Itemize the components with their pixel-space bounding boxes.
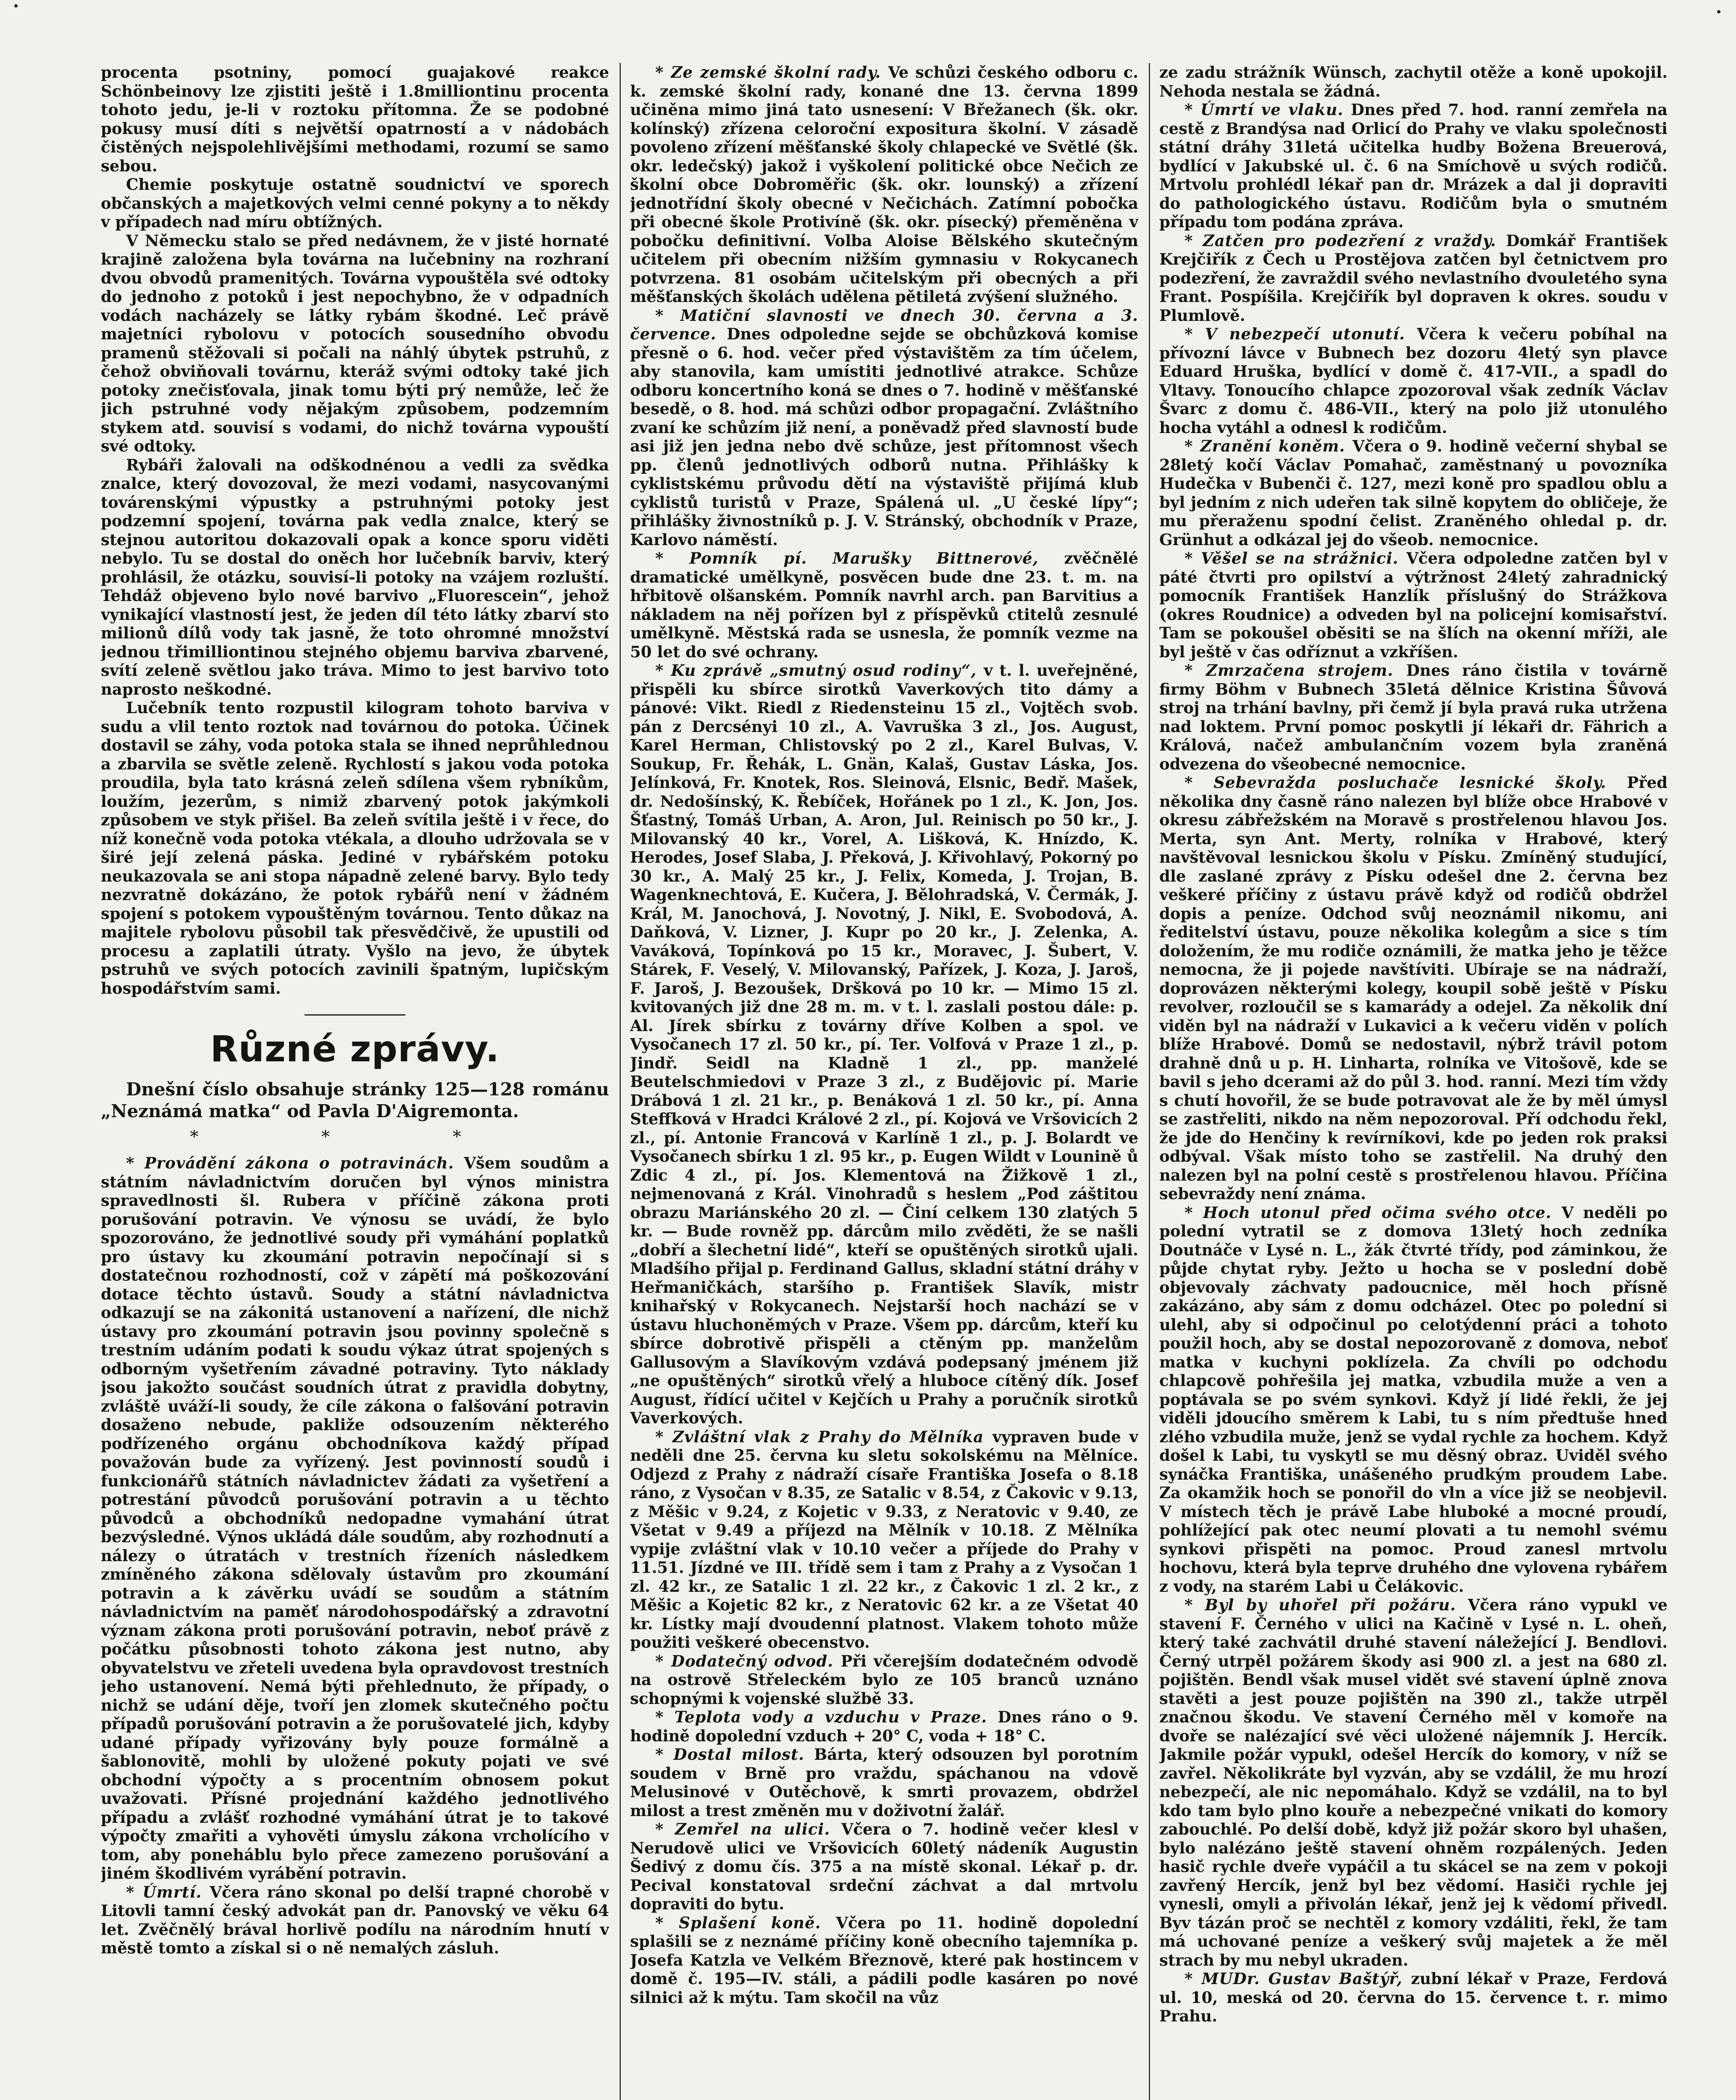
news-headline: * Úmrtí.	[126, 1882, 210, 1901]
news-headline: * V nebezpečí utonutí.	[1184, 325, 1417, 343]
news-item	[1159, 1203, 1668, 1596]
news-headline: * Splašení koně.	[655, 1913, 836, 1932]
news-item	[630, 1914, 1138, 2007]
news-headline: * Byl by uhořel při požáru.	[1184, 1596, 1468, 1614]
news-item	[101, 1154, 609, 1883]
news-body: Včera ráno vypukl ve stavení F. Černého v ulici na Kačině v Lysé n. L. oheň, který také zachvátil druhé stavení náležející J. Bendlovi. Černý utrpěl požárem škody asi 900 zl. a jest na 680 zl. pojištěn. Bendl však musel vidět své stavení úplně znova stavěti a jest pouze pojištěn na 390 zl., takže utrpěl značnou škodu. Ve stavení Černého měl v komoře na dvoře se nalézající své věci uložené nájemník J. Hercík. Jakmile požár vypukl, odešel Hercík do komory, v níž se zavřel. Několikráte byl vyzván, aby se vzdálil, že mu hrozí nebezpečí, ale nic nepomáhalo. Když se vzdálil, na to byl kdo tam bylo plno kouře a nebezpečné vnikati do komory zabouchlé. Po delší době, když již požár skoro byl uhašen, bylo nalézáno ještě stavení ohněm rozpálených. Jeden hasič rychle dveře vypáčil a tu skácel se na zem v pokoji zavřený Hercík, jenž byl bez vědomí. Hasiči rychle jej vynesli, omyli a přivolán lékař, jenž jej k vědomí přivedl. Byv tázán proč se nechtěl z komory vzdáliti, řekl, že tam má uchované peníze a veškerý svůj majetek a že měl strach by mu nebyl ukraden.	[1159, 1596, 1668, 1969]
news-item	[630, 63, 1138, 306]
news-headline: * Sebevražda posluchače lesnické školy.	[1184, 773, 1627, 792]
news-body: Domkář František Krejčiřík z Čech u Prostějova zatčen byl četnictvem pro podezření, že zavraždil svého nevlastního dvouletého syna Frant. Pospíšila. Krejčiřík byl dopraven k okres. soudu v Plumlově.	[1159, 231, 1668, 325]
news-headline: * Zatčen pro podezření z vraždy.	[1184, 231, 1506, 250]
article-paragraph: Chemie poskytuje ostatně soudnictví ve sporech občanských a majetkových velmi cenné pokyny a to někdy v případech nad míru obtížných.	[101, 175, 609, 231]
news-item	[1159, 437, 1668, 549]
news-headline: * Dodatečný odvod.	[655, 1651, 841, 1670]
news-headline: * Zemřel na ulici.	[655, 1820, 841, 1838]
news-item	[630, 1708, 1138, 1745]
column-2	[630, 63, 1138, 2100]
news-item	[1159, 549, 1668, 661]
news-body: Včera o 7. hodině večer klesl v Nerudově ulici ve Vršovicích 60letý nádeník Augustin Šedivý z domu čís. 375 a na místě skonal. Lékař p. dr. Pecival konstatoval srdeční záchvat a dal mrtvolu dopraviti do bytu.	[630, 1820, 1138, 1913]
news-body: Před několika dny časně ráno nalezen byl blíže obce Hrabové v okresu zábřežském na Moravě s prostřelenou hlavou Jos. Merta, syn Ant. Merty, rolníka v Hrabové, který navštěvoval lesnickou školu v Písku. Zmíněný studující, dle zaslané zprávy z Písku odešel dne 2. června bez veškeré příčiny z ústavu právě když od rodičů obdržel dopis a peníze. Odchod svůj neoznámil nikomu, ani ředitelství ústavu, pouze několika kolegům a sice s tím doložením, že mu rodiče oznámili, že matka jeho je těžce nemocna, že ji pojede navštíviti. Ubíraje se na nádraží, doprovázen některými kolegy, koupil sobě ještě v Písku revolver, rozloučil se s kamarády a odejel. Za několik dní viděn byl na nádraží v Lukavici a k večeru viděn v polích blíže Hrabové. Domů se nedostavil, nýbrž trávil potom drahně dnů u p. H. Linharta, rolníka ve Vitošově, kde se bavil s jeho dcerami až do půl 3. hod. ranní. Mezi tím vždy s chutí hovořil, že se bude potravovat ale že by měl úmysl se zastřeliti, nikdo na něm nepozoroval. Pří odchodu řekl, že jde do Henčiny k revírníkovi, kde po jeden rok praksi odbýval. Však místo toho se zastřelil. Na druhý den nalezen byl na polní cestě s prostřelenou hlavou. Příčina sebevraždy není známa.	[1159, 773, 1668, 1203]
news-body: Včera ráno skonal po delší trapné chorobě v Litovli tamní český advokát pan dr. Panovský ve věku 64 let. Zvěčnělý brával horlivě podílu na národním hnutí v městě tomto a získal si o ně nemalých zásluh.	[101, 1882, 609, 1957]
column-rule	[1149, 63, 1150, 2100]
section-divider	[305, 1014, 405, 1016]
lead-notice: Dnešní číslo obsahuje stránky 125—128 románu „Neznámá matka“ od Pavla D'Aigremonta.	[101, 1079, 609, 1121]
column-1	[101, 63, 609, 2100]
scan-speck	[1717, 10, 1720, 13]
news-item	[1159, 325, 1668, 437]
news-body: Dnes před 7. hod. ranní zemřela na cestě z Brandýsa nad Orlicí do Prahy ve vlaku společnosti státní dráhy 31letá učitelka hudby Božena Breuerová, bydlící v Jakubské ul. č. 6 na Smíchově u svých rodičů. Mrtvolu prohlédl lékař pan dr. Mrázek a dal ji dopraviti do pathologického ústavu. Rodičům byla o smutném případu tom podána zpráva.	[1159, 100, 1668, 231]
news-item	[1159, 100, 1668, 231]
news-body: Včera po 11. hodině dopolední splašili se z neznámé příčiny koně obecního tajemníka p. Josefa Katzla ve Velkém Březnově, které pak hostincem v domě č. 195—IV. stáli, a pádili podle kasáren po nové silnici až k mýtu. Tam skočil na vůz	[630, 1913, 1138, 2007]
column-rule	[620, 63, 621, 2100]
section-title: Různé zprávy.	[210, 1028, 500, 1070]
news-body: Dnes ráno čistila v továrně firmy Böhm v Bubnech 35letá dělnice Kristina Šůvová stroj na trhání bavlny, při čemž jí byla pravá ruka utržena nad loktem. První pomoc poskytli jí lékaři dr. Fährich a Králová, načež ambulančním vozem byla zraněná odvezena do všeobecné nemocnice.	[1159, 661, 1668, 773]
news-body: V neděli po polední vytratil se z domova 13letý hoch zedníka Doutnáče v Lysé n. L., žák čtvrté třídy, pod záminkou, že půjde chytat ryby. Ježto u hocha se v poslední době objevovaly záchvaty padoucnice, měl hoch přísně zakázáno, aby sám z domu odcházel. Otec po polední si ulehl, aby si odpočinul po celotýdenní práci a tohoto použil hoch, aby se dostal nepozorovaně z domova, neboť matka v kuchyni poklízela. Za chvíli po odchodu chlapcově pohřešila jej matka, vzbudila muže a ven a poptávala se po svém synkovi. Když jí lidé řekli, že jej viděli jdoucího směrem k Labi, tu s ním předtuše hned zlého vzbudila muže, jenž se vydal rychle za hochem. Když došel k Labi, tu vyskytl se mu děsný obraz. Uviděl svého synáčka Františka, unášeného prudkým proudem Labe. Za okamžik hoch se ponořil do vln a více již se neobjevil. V místech těch je právě Labe hluboké a mocné proudí, pohlížející pak otec neumí plovati a tu nemohl svému synkovi přispěti na pomoc. Proud zanesl mrtvolu hochovu, která byla teprve druhého dne vylovena rybářem z vody, na starém Labi u Čelákovic.	[1159, 1203, 1668, 1596]
news-body: v t. l. uveřejněné, přispěli ku sbírce sirotků Vaverkových tito dámy a pánové: Vikt. Riedl z Riedensteinu 15 zl., Vojtěch svob. pán z Dercsényi 10 zl., A. Vavruška 3 zl., Jos. August, Karel Herman, Chlistovský po 2 zl., Karel Bulvas, V. Soukup, Fr. Řehák, L. Gnän, Kalaš, Gustav Láska, Jos. Jelínková, Fr. Knotek, Ros. Sleinová, Elsnic, Bedř. Mašek, dr. Nedošínský, K. Řebíček, Hořánek po 1 zl., K. Jon, Jos. Šťastný, Tomáš Urban, A. Aron, Jul. Reinisch po 50 kr., J. Milovanský 40 kr., Vorel, A. Lišková, K. Hnízdo, K. Herodes, Josef Slaba, J. Překová, J. Křivohlavý, Pokorný po 30 kr., A. Malý 25 kr., J. Felix, Komeda, J. Trojan, B. Wagenknechtová, E. Kučera, J. Bělohradská, V. Čermák, J. Král, M. Janochová, J. Novotný, J. Nikl, E. Svobodová, A. Daňková, V. Lizner, J. Kupr po 20 kr., J. Zelenka, A. Vaváková, Topínková po 15 kr., Moravec, J. Šubert, V. Stárek, F. Veselý, V. Milovanský, Pařízek, J. Koza, J. Jaroš, F. Jaroš, J. Bezoušek, Dršková po 10 kr. — Mimo 15 zl. kvitovaných již dne 28 m. m. v t. l. zaslali postou dále: p. Al. Jírek sbírku z továrny dříve Kolben a spol. ve Vysočanech 17 zl. 50 kr., pí. Ter. Volfová v Praze 1 zl., p. Jindř. Seidl na Kladně 1 zl., pp. manželé Beutelschmiedovi v Praze 3 zl., z Budějovic pí. Marie Drábová 1 zl. 21 kr., p. Benáková 1 zl. 50 kr., pí. Anna Steffková v Hradci Králové 2 zl., pí. Kojová ve Vršovicích 2 zl., pí. Antonie Francová v Karlíně 1 zl., p. J. Bolardt ve Vysočanech sbírku 1 zl. 95 kr., p. Eugen Wildt v Lounině ů Zdic 4 zl., pí. Jos. Klementová na Žižkově 1 zl., nejmenovaná z Král. Vinohradů s heslem „Pod záštitou obrazu Mariánského 20 zl. — Činí celkem 130 zlatých 5 kr. — Bude rovněž pp. dárcům milo zvěděti, že se našli „dobří a šlechetní lidé“, kteří se opuštěných sirotků ujali. Mladšího přijal p. Ferdinand Gallus, skladní státní dráhy v Heřmaničkách, staršího p. František Slavík, mistr knihařský v Rokycanech. Nejstarší hoch nachází se v ústavu hluchoněmých v Praze. Všem pp. dárcům, kteří ku sbírce dobrotivě přispěli a ctěným pp. manželům Gallusovým a Slavíkovým vzdává podepsaný jménem již „ne opuštěných“ sirotků vřelý a hluboce cítěný dík. Josef August, řídící učitel v Kejčích u Prahy a poručník sirotků Vaverkových.	[630, 661, 1138, 1427]
news-body: Všem soudům a státním návladnictvím doručen byl výnos ministra spravedlnosti šl. Rubera v příčině zákona proti porušování potravin. Ve výnosu se uvádí, že bylo spozorováno, že jednotlivé soudy při vymáhání poplatků pro ústavy ku zkoumání potravin nepočínají si s dostatečnou rozhodností, což v zápětí má poškozování dotace těchto ústavů. Soudy a státní návladnictva odkazují se na zákonitá ustanovení a nařízení, dle nichž ústavy pro zkoumání potravin jsou povinny společně s trestním udáním podati k soudu výkaz útrat spojených s odborným vyšetřením závadné potraviny. Tyto náklady jsou jakožto součást soudních útrat z pravidla dobytny, zvláště uváží-li soudy, že cíle zákona o falšování potravin dosaženo nebude, pakliže odsouzením některého podřízeného orgánu obchodníkova každý případ považován bude za vyřízený. Jest povinností soudů i funkcionářů státních návladnictev žádati za vyšetření a potrestání původců porušování potravin a u těchto původců a obchodníků nedopadne vymahání útrat bezvýsledné. Výnos ukládá dále soudům, aby rozhodnutí a nálezy o útratách v trestních řízeních následkem zmíněného zákona sdělovaly ústavům pro zkoumání potravin a k závěrku uvádí se soudům a státním návladnictvím na paměť národohospodářský a zdravotní význam zákona proti porušování potravin, neboť právě z počátku působnosti tohoto zákona jest nutno, aby obyvatelstvu ve zřeteli uvedena byla opravdovost trestních jeho ustanovení. Nemá býti přehlednuto, že případy, o nichž se udání děje, tvoří jen zlomek skutečného počtu případů porušování potravin a že porušovatelé jich, kdyby udané případy vyřizovány byly pouze formálně a šablonovitě, mohli by uložené pokuty pojati ve své obchodní výpočty a s procentním obnosem pokut uvažovati. Přísné projednání každého jednotlivého případu a zvlášť rozhodné vymáhání útrat je to takové výpočty zmařiti a vyhověti úmyslu zákona vrcholícího v tom, aby poneháblu bylo přece zamezeno porušování a jiném škodlivém vyrábění potravin.	[101, 1154, 609, 1882]
news-item	[1159, 231, 1668, 325]
news-body: zvěčnělé dramatické umělkyně, posvěcen bude dne 23. t. m. na hřbitově olšanském. Pomník navrhl arch. pan Barvitius a nákladem na něj pořízen byl z příspěvků ctitelů zesnulé umělkyně. Městská rada se usnesla, že pomník vezme na 50 let do své ochrany.	[630, 549, 1138, 661]
news-body: Včera k večeru pobíhal na přívozní lávce v Bubnech bez dozoru 4letý syn plavce Eduard Hruška, bydlící v domě č. 417-VII., a spadl do Vltavy. Tonoucího chlapce zpozoroval však zedník Václav Švarc z domu č. 486-VII., který na polo již utonulého hocha vytáhl a odnesl k rodičům.	[1159, 325, 1668, 437]
news-item	[630, 1820, 1138, 1914]
news-item	[1159, 1596, 1668, 1969]
news-body: Dnes odpoledne sejde se obchůzková komise přesně o 6. hod. večer před výstavištěm za tím účelem, aby stanovila, kam umístiti jednotlivé atrakce. Schůze odboru koncertního koná se dnes o 7. hodině v měšťanské besedě, o 8. hod. má schůzi odbor propagační. Zvláštního zvaní ke schůzím již není, a poněvadž před slavností bude asi již jen jedna nebo dvě schůze, jest přítomnost všech pp. členů jednotlivých odborů nutna. Přihlášky k cyklistskému průvodu dětí na výstaviště přijímá klub cyklistů turistů v Praze, Spálená ul. „U české lípy“; přihlášky živnostníků p. J. V. Stránský, obchodník v Praze, Karlovo náměstí.	[630, 325, 1138, 549]
news-item	[630, 661, 1138, 1428]
news-headline: * Provádění zákona o potravinách.	[126, 1154, 464, 1172]
news-headline: * Hoch utonul před očima svého otce.	[1184, 1203, 1562, 1222]
news-item	[1159, 1969, 1668, 2026]
article-paragraph: Rybáři žalovali na odškodnénou a vedli za svědka znalce, který dovozoval, že mezi vodami, nasycovanými továrenskými výpustky a pstruhnými potoky jest podzemní spojení, továrna pak vedla znalce, který se stejnou autoritou dokazovali opak a konce sporu viděti nebylo. Tu se dostal do oněch hor lučebník barviv, který prohlásil, že otázku, souvisí-li potoky na vzájem rozluští. Tehdáž objeveno bylo nové barvivo „Fluorescein“, jehož vynikající vlastností jest, že jeden díl této látky zbarví sto milionů dílů vody tak jasně, že toto ohromné množství jednou třimilliontinou stejného objemu barviva zbarvené, svítí zeleně světlou jako tráva. Mimo to jest barvivo toto naprosto neškodné.	[101, 455, 609, 698]
news-body: Ve schůzi českého odboru c. k. zemské školní rady, konané dne 13. června 1899 učiněna mimo jiná tato usnesení: V Břežanech (šk. okr. kolínský) zřízena celoroční expositura školní. V zásadě povoleno zřízení měšťanské školy chlapecké ve Světlé (šk. okr. ledečský) jakož i vyškolení politické obce Nečich ze školní obce Dobroměřic (šk. okr. lounský) a zřízení jednotřídní školy obecné v Nečichách. Zatímní pobočka při obecné škole Protivíně (šk. okr. písecký) přeměněna v pobočku definitivní. Volba Aloise Bělského skutečným učitelem při obecním nižším gymnasiu v Rokycanech potvrzena. 81 osobám učitelským při obecných a při měšťanských školách udělena pětiletá zvýšení služného.	[630, 63, 1138, 306]
article-paragraph: V Německu stalo se před nedávnem, že v jisté hornaté krajině založena byla továrna na lučebniny na rozhraní dvou obvodů pramenitých. Továrna vypouštěla své odtoky do jednoho z potoků i jest nepochybno, že v odpadních vodách nacházely se látky rybám škodné. Leč právě majetníci rybolovu v potocích sousedního obvodu pramenů stěžovali si počali na náhlý úbytek pstruhů, z čehož obviňovali továrnu, kteráž svými odtoky také jich potoky znečisťovala, jinak tomu býti prý nemůže, leč že jich pstruhné vody nějakým způsobem, podzemním stykem atd. souvisí s vodami, do nichž továrna vypouští své odtoky.	[101, 231, 609, 455]
news-headline: * Úmrtí ve vlaku.	[1184, 100, 1351, 119]
news-body: Při včerejším dodatečném odvodě na ostrově Střeleckém bylo ze 105 branců uznáno schopnými k vojenské službě 33.	[630, 1651, 1138, 1708]
news-headline: * Ku zprávě „smutný osud rodiny“,	[655, 661, 984, 680]
news-headline: * Matiční slavnosti ve dnech 30. června a 3. července.	[630, 306, 1138, 343]
news-item	[630, 1428, 1138, 1652]
news-item	[630, 1745, 1138, 1820]
news-headline: * Teplota vody a vzduchu v Praze.	[655, 1708, 998, 1726]
news-item	[630, 1652, 1138, 1708]
news-item	[630, 306, 1138, 549]
news-body: Dnes ráno o 9. hodině dopolední vzduch + 20° C, voda + 18° C.	[630, 1708, 1138, 1745]
column-3	[1159, 63, 1668, 2100]
news-headline: * Pomník pí. Marušky Bittnerové,	[655, 549, 1064, 567]
news-item	[630, 549, 1138, 661]
news-body: vypraven bude v neděli dne 25. června ku sletu sokolskému na Mělníce. Odjezd z Prahy z nádraží císaře Františka Josefa o 8.18 ráno, z Vysočan v 8.35, ze Satalic v 8.54, z Čakovic v 9.13, z Měšic v 9.24, z Kojetic v 9.33, z Neratovic v 9.40, ze Všetat v 9.49 a příjezd na Mělník v 10.18. Z Mělníka vypije zvláštní vlak v 10.10 večer a příjede do Prahy v 11.51. Jízdné ve III. třídě sem i tam z Prahy a z Vysočan 1 zl. 42 kr., ze Satalic 1 zl. 22 kr., z Čakovic 1 zl. 2 kr., z Měšic a Kojetic 82 kr., z Neratovic 62 kr. a ze Všetat 40 kr. Lístky mají dvoudenní platnost. Vlakem tohoto může použiti veškeré obecenstvo.	[630, 1427, 1138, 1651]
news-headline: * Zranění koněm.	[1184, 437, 1353, 455]
news-body: Včera odpoledne zatčen byl v páté čtvrti pro opilství a výtržnost 24letý zahradnický pomocník František Hanzlík příslušný do Strážkova (okres Roudnice) a odveden byl na policejní komisařství. Tam se pokoušel oběsiti se na šlích na okenní mříži, ale byl ještě v čas odříznut a vzkříšen.	[1159, 549, 1668, 661]
news-headline: * Zvláštní vlak z Prahy do Mělníka	[655, 1427, 993, 1446]
star-separator: * * *	[190, 1127, 520, 1147]
news-item	[1159, 661, 1668, 773]
news-item	[101, 1883, 609, 1958]
news-headline: * Dostal milost.	[655, 1745, 814, 1764]
news-headline: * Věšel se na strážnici.	[1184, 549, 1407, 567]
news-headline: * MUDr. Gustav Baštýř,	[1184, 1969, 1411, 1988]
news-body: Včera o 9. hodině večerní shybal se 28letý kočí Václav Pomahač, zaměstnaný u povozníka Hudečka v Bubenči č. 127, mezi koně pro spadlou oblu a byl jedním z nich udeřen tak silně kopytem do obličeje, že mu přeraženu spodní čelist. Zraněného ohledal p. dr. Grünhut a odkázal jej do všeob. nemocnice.	[1159, 437, 1668, 549]
article-paragraph: procenta psotniny, pomocí guajakové reakce Schönbeinovy lze zjistiti ještě i 1.8milliontinu procenta tohoto jedu, je-li v roztoku přítomna. Že se podobné pokusy musí díti s největší opatrností a v nádobách čistěných nejspolehlivějšími methodami, rozumí se samo sebou.	[101, 63, 609, 175]
article-paragraph: ze zadu strážník Wünsch, zachytil otěže a koně upokojil. Nehoda nestala se žádná.	[1159, 63, 1668, 100]
text-columns	[101, 63, 1686, 2100]
news-item	[1159, 773, 1668, 1203]
news-headline: * Zmrzačena strojem.	[1184, 661, 1406, 680]
news-headline: * Ze zemské školní rady.	[655, 63, 888, 81]
scan-speck	[14, 4, 18, 8]
article-paragraph: Lučebník tento rozpustil kilogram tohoto barviva v sudu a vlil tento roztok nad továrnou do potoka. Účinek dostavil se záhy, voda potoka stala se ihned neprůhlednou a zbarvila se světle zeleně. Rychlostí s jakou voda potoka proudila, byla tato krásná zeleň sdílena všem rybníkům, loužím, jezerům, s nimiž zbarvený potok jakýmkoli způsobem ve styk přišel. Ba zeleň svítila ještě i v řece, do níž konečně voda potoka vtékala, a dlouho udržovala se v širé její zelená páska. Jediné v rybářském potoku neukazovala se ani stopa nápadně zelené barvy. Bylo tedy nezvratně dokázáno, že potok rybářů není v žádném spojení s potokem vypouštěným továrnou. Tento důkaz na majitele rybolovu působil tak přesvědčivě, že upustili od procesu a zaplatili útraty. Vyšlo na jevo, že úbytek pstruhů ve svých potocích zavinili špatným, lupičským hospodářstvím sami.	[101, 698, 609, 998]
news-body: zubní lékař v Praze, Ferdová ul. 10, meská od 20. června do 15. července t. r. mimo Prahu.	[1159, 1969, 1668, 2025]
news-body: Bárta, který odsouzen byl porotním soudem v Brně pro vraždu, spáchanou na vdově Melusinové v Outěchově, k smrti provazem, obdržel milost a trest změněn mu v doživotní žalář.	[630, 1745, 1138, 1820]
